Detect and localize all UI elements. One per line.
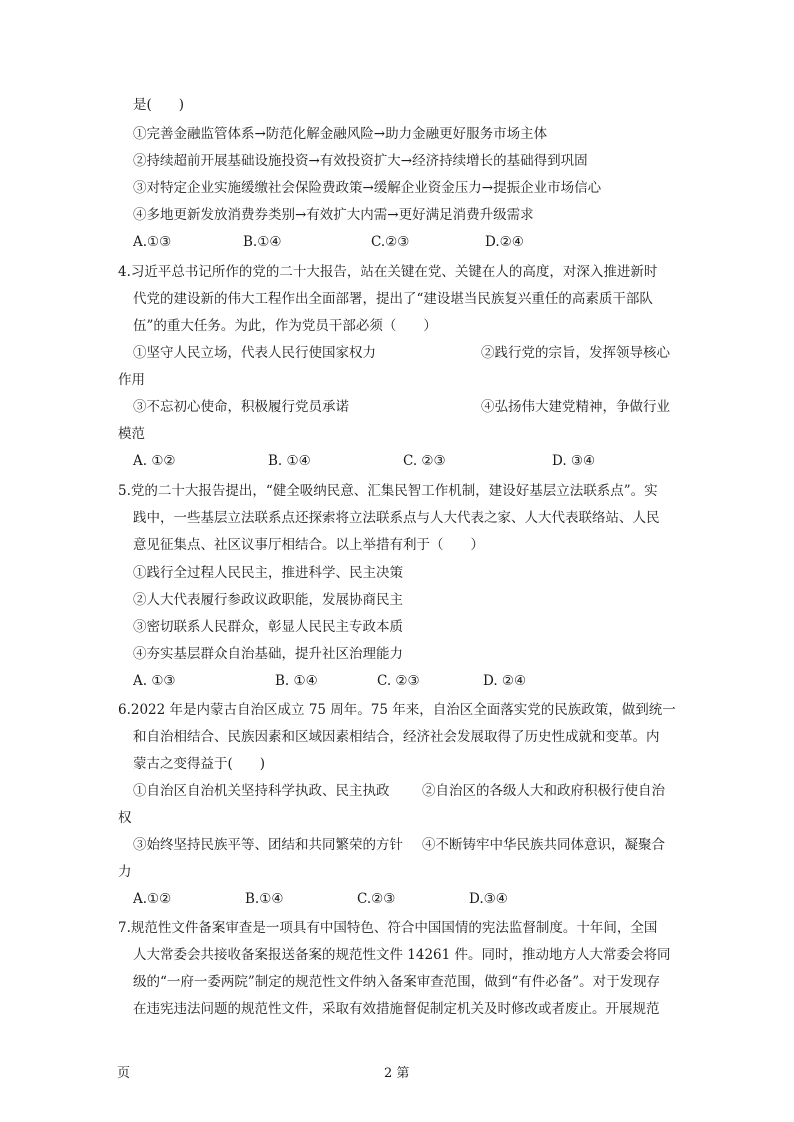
q7-stem-line-2: 人大常委会共接收备案报送备案的规范性文件 14261 件。同时，推动地方人大常委会将同 (133, 947, 671, 963)
q4-item-4: ④弘扬伟大建党精神，争做行业 (481, 399, 670, 415)
q6-item-1: ①自治区自治机关坚持科学执政、民主执政 (133, 783, 390, 799)
q5-option-b[interactable]: B. ①④ (275, 673, 318, 689)
q4-stem-line-3: 伍”的重大任务。为此，作为党员干部必须（ ） (133, 318, 437, 334)
q4-option-c[interactable]: C. ②③ (403, 453, 446, 469)
q3-item-4: ④多地更新发放消费券类别→有效扩大内需→更好满足消费升级需求 (133, 207, 534, 223)
q5-option-c[interactable]: C. ②③ (377, 673, 420, 689)
q7-stem-line-4: 在违宪违法问题的规范性文件，采取有效措施督促制定机关及时修改或者废止。开展规范 (133, 1001, 660, 1017)
q6-option-a[interactable]: A.①② (133, 891, 172, 907)
q6-options (133, 890, 693, 908)
q5-option-d[interactable]: D. ②④ (483, 673, 527, 689)
q4-options (133, 452, 693, 470)
q3-item-3: ③对特定企业实施缓缴社会保险费政策→缓解企业资金压力→提振企业市场信心 (133, 180, 602, 196)
q3-stem-end: 是( ) (133, 97, 185, 113)
q4-option-b[interactable]: B. ①④ (268, 453, 311, 469)
q6-option-b[interactable]: B.①④ (245, 891, 284, 907)
q5-stem-line-1: 5.党的二十大报告提出，“健全吸纳民意、汇集民智工作机制，建设好基层立法联系点”。实 (118, 483, 658, 499)
q6-item-2-wrap: 权 (118, 810, 132, 826)
q5-options (133, 672, 693, 690)
q5-stem-line-3: 意见征集点、社区议事厅相结合。以上举措有利于（ ） (133, 537, 484, 553)
q4-item-2: ②践行党的宗旨，发挥领导核心 (481, 345, 670, 361)
q6-item-2: ②自治区的各级人大和政府积极行使自治 (422, 783, 665, 799)
footer-page-number: 2 第 (384, 1066, 410, 1081)
q3-option-d[interactable]: D.②④ (485, 234, 524, 250)
q5-item-1: ①践行全过程人民民主，推进科学、民主决策 (133, 565, 403, 581)
q6-option-c[interactable]: C.②③ (357, 891, 396, 907)
q4-item-2-wrap: 作用 (118, 372, 145, 388)
q6-stem-line-2: 和自治相结合、民族因素和区域因素相结合，经济社会发展取得了历史性成就和变革。内 (133, 729, 660, 745)
q5-stem-line-2: 践中，一些基层立法联系点还探索将立法联系点与人大代表之家、人大代表联络站、人民 (133, 510, 660, 526)
q4-stem-line-1: 4.习近平总书记所作的党的二十大报告，站在关键在党、关键在人的高度，对深入推进新时 (118, 264, 658, 280)
q4-item-3: ③不忘初心使命，积极履行党员承诺 (133, 399, 349, 415)
q6-option-d[interactable]: D.③④ (469, 891, 508, 907)
q5-item-3: ③密切联系人民群众，彰显人民民主专政本质 (133, 619, 403, 635)
q3-item-2: ②持续超前开展基础设施投资→有效投资扩大→经济持续增长的基础得到巩固 (133, 153, 588, 169)
q6-item-4: ④不断铸牢中华民族共同体意识，凝聚合 (422, 837, 665, 853)
q4-option-a[interactable]: A. ①② (133, 453, 176, 469)
q3-option-b[interactable]: B.①④ (243, 234, 282, 250)
q3-item-1: ①完善金融监管体系→防范化解金融风险→助力金融更好服务市场主体 (133, 126, 548, 142)
q5-option-a[interactable]: A. ①③ (133, 673, 176, 689)
q4-option-d[interactable]: D. ③④ (552, 453, 596, 469)
q4-item-1: ①坚守人民立场，代表人民行使国家权力 (133, 345, 376, 361)
q4-stem-line-2: 代党的建设新的伟大工程作出全面部署，提出了“建设堪当民族复兴重任的高素质干部队 (133, 291, 653, 307)
q5-item-2: ②人大代表履行参政议政职能，发展协商民主 (133, 592, 403, 608)
q6-item-4-wrap: 力 (118, 864, 132, 880)
q7-stem-line-3: 级的“一府一委两院”制定的规范性文件纳入备案审查范围，做到“有件必备”。对于发现存 (133, 974, 661, 990)
q6-item-3: ③始终坚持民族平等、团结和共同繁荣的方针 (133, 837, 403, 853)
q6-stem-line-3: 蒙古之变得益于( ) (133, 756, 266, 772)
q3-options (133, 233, 693, 251)
q7-stem-line-1: 7.规范性文件备案审查是一项具有中国特色、符合中国国情的宪法监督制度。十年间，全国 (118, 920, 658, 936)
q3-option-c[interactable]: C.②③ (371, 234, 410, 250)
footer-left: 页 (117, 1066, 131, 1081)
q5-item-4: ④夯实基层群众自治基础，提升社区治理能力 (133, 646, 403, 662)
q4-item-4-wrap: 模范 (118, 426, 145, 442)
q6-stem-line-1: 6.2022 年是内蒙古自治区成立 75 周年。75 年来，自治区全面落实党的民族政策，做到统一 (118, 702, 676, 718)
q3-option-a[interactable]: A.①③ (133, 234, 172, 250)
